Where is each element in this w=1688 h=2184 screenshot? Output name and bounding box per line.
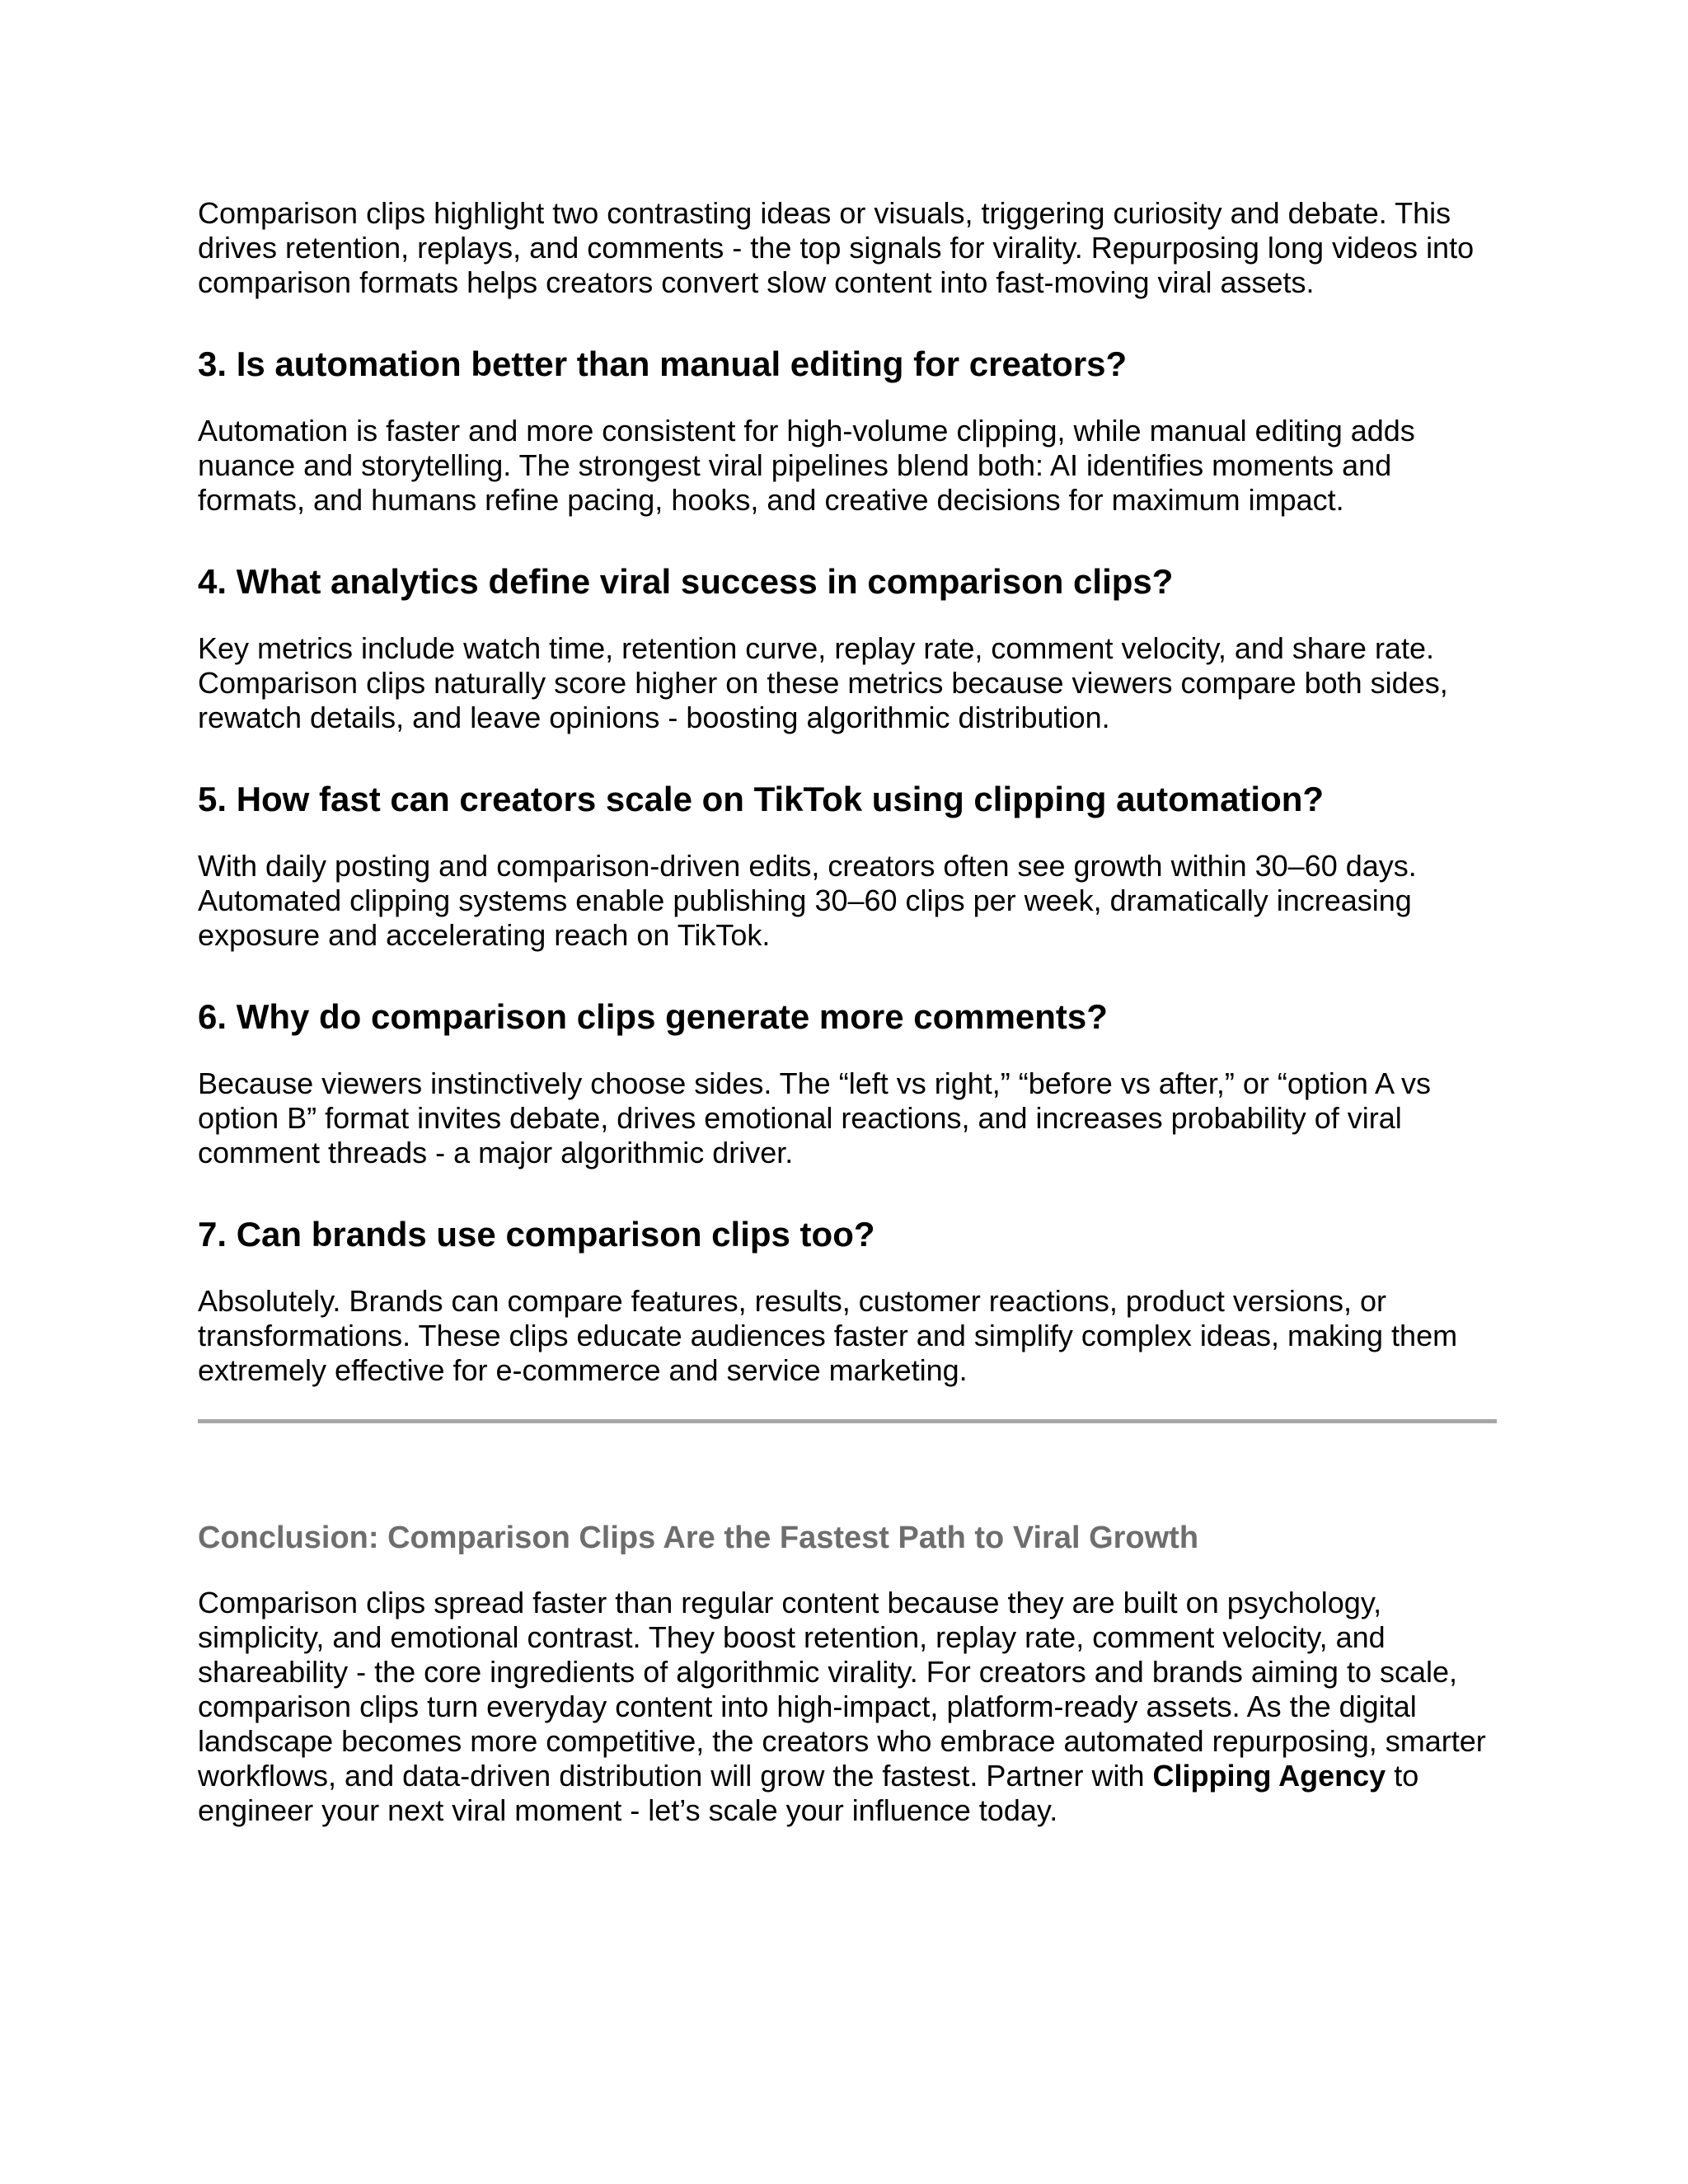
faq-answer-6: Because viewers instinctively choose sides. The “left vs right,” “before vs after,” or “option A vs option B” format invites debate, drives emotional reactions, and increases probability of viral comment threads - a major algorithmic driver. (198, 1066, 1431, 1169)
faq-question-7: 7. Can brands use comparison clips too? (198, 1215, 875, 1254)
document-page (198, 196, 1500, 1828)
faq-answer-4: Key metrics include watch time, retention curve, replay rate, comment velocity, and share rate. Comparison clips naturally score higher on these metrics because viewers compare both sides, rewatch details, and leave opinions - boosting algorithmic distribution. (198, 631, 1448, 734)
conclusion-title: Conclusion: Comparison Clips Are the Fastest Path to Viral Growth (198, 1521, 1199, 1555)
faq-question-5: 5. How fast can creators scale on TikTok using clipping automation? (198, 780, 1325, 818)
faq-answer-7: Absolutely. Brands can compare features, results, customer reactions, product versions, or transformations. These clips educate audiences faster and simplify complex ideas, making them extremely effective for e-commerce and service marketing. (198, 1284, 1458, 1387)
faq-question-4: 4. What analytics define viral success in comparison clips? (198, 562, 1174, 601)
faq-question-6: 6. Why do comparison clips generate more comments? (198, 997, 1108, 1036)
section-divider (198, 1419, 1497, 1423)
intro-paragraph: Comparison clips highlight two contrasting ideas or visuals, triggering curiosity and debate. This drives retention, replays, and comments - the top signals for virality. Repurposing long videos into comparison formats helps creators convert slow content into fast-moving viral assets. (198, 196, 1475, 299)
conclusion-brand-name: Clipping Agency (1152, 1759, 1386, 1793)
faq-question-3: 3. Is automation better than manual editing for creators? (198, 344, 1128, 383)
faq-answer-5: With daily posting and comparison-driven edits, creators often see growth within 30–60 days. Automated clipping systems enable publishing 30–60 clips per week, dramatically increasing exposure and accelerating reach on TikTok. (198, 849, 1417, 952)
conclusion-text-start: Comparison clips spread faster than regular content because they are built on psychology, simplicity, and emotional contrast. They boost retention, replay rate, comment velocity, and shareability - the core ingredients of algorithmic virality. For creators and brands aiming to scale, comparison clips turn everyday content into high-impact, platform-ready assets. As the digital landscape becomes more competitive, the creators who embrace automated repurposing, smarter workflows, and data-driven distribution will grow the fastest. Partner with (198, 1586, 1486, 1793)
conclusion-paragraph (198, 1586, 1500, 1828)
faq-answer-3: Automation is faster and more consistent for high-volume clipping, while manual editing adds nuance and storytelling. The strongest viral pipelines blend both: AI identifies moments and formats, and humans refine pacing, hooks, and creative decisions for maximum impact. (198, 414, 1415, 517)
conclusion-text-end: to engineer your next viral moment - let’s scale your influence today. (198, 1759, 1419, 1827)
